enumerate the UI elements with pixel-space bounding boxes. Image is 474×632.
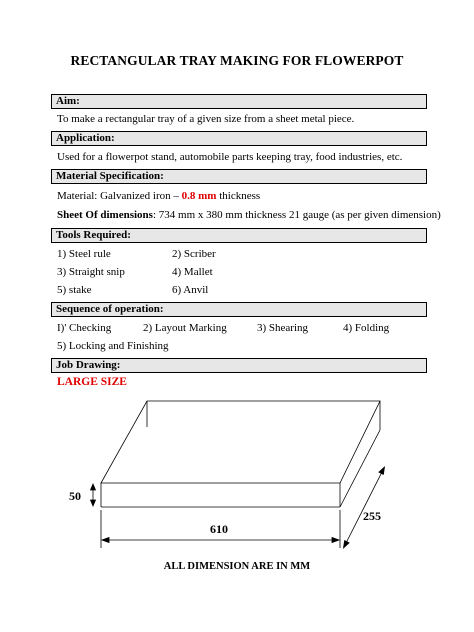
width-arrow-top: [379, 467, 385, 474]
section-heading-tools: Tools Required:: [51, 228, 427, 243]
tool-item: 5) stake: [57, 284, 92, 296]
sheet-dimensions-text: : 734 mm x 380 mm thickness 21 gauge (as per given dimension): [152, 209, 441, 221]
drawing-size-label: LARGE SIZE: [57, 376, 127, 388]
length-arrow-left: [102, 538, 109, 543]
sequence-item: 5) Locking and Finishing: [57, 340, 169, 352]
section-heading-application: Application:: [51, 131, 427, 146]
sheet-dimensions-label: Sheet Of dimensions: [57, 209, 153, 221]
tool-item: 2) Scriber: [172, 248, 216, 260]
section-heading-sequence: Sequence of operation:: [51, 302, 427, 317]
material-prefix: Material: Galvanized iron –: [57, 190, 182, 202]
tray-top-rim: [101, 401, 380, 483]
section-heading-material: Material Specification:: [51, 169, 427, 184]
section-heading-aim: Aim:: [51, 94, 427, 109]
length-arrow-right: [332, 538, 339, 543]
material-thickness: 0.8 mm: [181, 190, 217, 202]
page-title: RECTANGULAR TRAY MAKING FOR FLOWERPOT: [70, 53, 404, 68]
tool-item: 3) Straight snip: [57, 266, 125, 278]
aim-text: To make a rectangular tray of a given size from a sheet metal piece.: [57, 113, 355, 125]
tool-item: 1) Steel rule: [57, 248, 111, 260]
tool-item: 6) Anvil: [172, 284, 209, 296]
height-dimension-label: 50: [69, 489, 81, 503]
height-arrow-top: [91, 484, 96, 490]
width-dimension-line: [344, 468, 384, 547]
drawing-note: ALL DIMENSION ARE IN MM: [163, 561, 311, 572]
height-arrow-bottom: [91, 500, 96, 506]
tool-item: 4) Mallet: [172, 266, 213, 278]
material-suffix: thickness: [216, 190, 261, 202]
application-text: Used for a flowerpot stand, automobile parts keeping tray, food industries, etc.: [57, 151, 403, 163]
sequence-item: 2) Layout Marking: [143, 322, 227, 334]
sequence-item: 3) Shearing: [257, 322, 309, 334]
sequence-item: I)' Checking: [57, 322, 112, 334]
width-arrow-bottom: [344, 541, 350, 548]
sequence-item: 4) Folding: [343, 322, 390, 334]
length-dimension-label: 610: [210, 522, 228, 536]
section-heading-job-drawing: Job Drawing:: [51, 358, 427, 373]
width-dimension-label: 255: [363, 509, 381, 523]
